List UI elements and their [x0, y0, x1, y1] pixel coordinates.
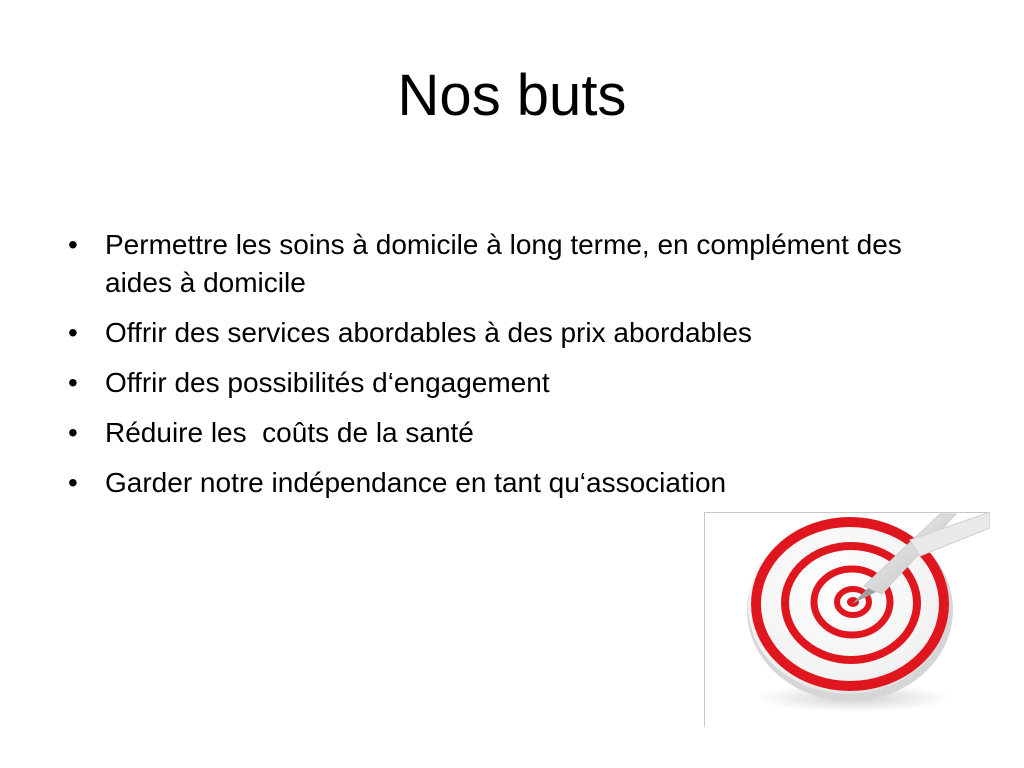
- bullet-dot: •: [68, 467, 78, 498]
- bullseye: [847, 597, 859, 607]
- bullet-text: Offrir des services abordables à des prix abordables: [105, 317, 752, 348]
- list-item: [62, 226, 942, 302]
- bullet-dot: •: [68, 317, 78, 348]
- bullet-text: Réduire les coûts de la santé: [105, 417, 474, 448]
- goals-list: [62, 226, 942, 514]
- target-with-dart-icon: [704, 512, 990, 727]
- list-item: [62, 464, 942, 502]
- list-item: [62, 314, 942, 352]
- list-item: [62, 364, 942, 402]
- bullet-dot: •: [68, 229, 78, 260]
- bullet-text: Offrir des possibilités d‘engagement: [105, 367, 550, 398]
- slide-title: Nos buts: [397, 63, 627, 128]
- bullet-text: Permettre les soins à domicile à long terme, en complément des aides à domicile: [105, 229, 902, 298]
- list-item: [62, 414, 942, 452]
- bullet-dot: •: [68, 417, 78, 448]
- bullet-dot: •: [68, 367, 78, 398]
- bullet-text: Garder notre indépendance en tant qu‘association: [105, 467, 727, 498]
